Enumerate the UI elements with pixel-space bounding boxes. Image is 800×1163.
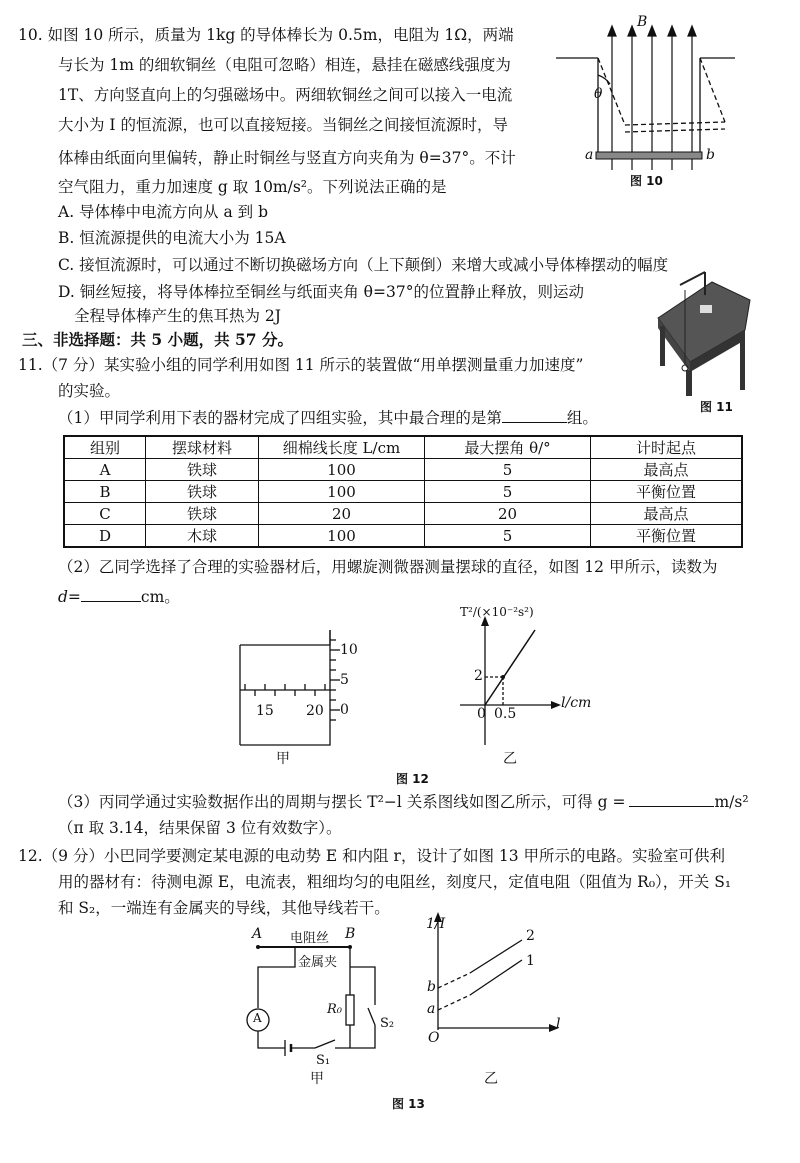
line-1-label: 1 [526, 953, 535, 969]
q10-line: 体棒由纸面向里偏转，静止时铜丝与竖直方向夹角为 θ=37°。不计 [58, 149, 516, 167]
ammeter-icon: A [253, 1011, 262, 1025]
table-cell: A [64, 459, 146, 481]
table-cell: 平衡位置 [591, 481, 743, 503]
fig13-label-A: A [252, 926, 263, 942]
table-cell: 最高点 [591, 503, 743, 525]
q10-line: 空气阻力，重力加速度 g 取 10m/s²。下列说法正确的是 [58, 178, 447, 196]
graph-x-tick: 0.5 [494, 706, 517, 722]
q12-line: 用的器材有：待测电源 E，电流表，粗细均匀的电阻丝，刻度尺，定值电阻（阻值为 R₀），开关 S₁ [58, 873, 732, 891]
table-cell: C [64, 503, 146, 525]
table-cell: 100 [259, 481, 425, 503]
q11-g-unit: m/s² [714, 793, 749, 811]
metal-clip-label: 金属夹 [298, 955, 338, 970]
fig10-caption: 图 10 [630, 174, 663, 188]
q12-line: 和 S₂，一端连有金属夹的导线，其他导线若干。 [58, 899, 390, 917]
table-cell: 平衡位置 [591, 525, 743, 548]
q10-line: 1T、方向竖直向上的匀强磁场中。两细软铜丝之间可以接入一电流 [58, 86, 513, 104]
q11-d-unit: cm。 [140, 588, 180, 606]
q10-option-d: D. 铜丝短接，将导体棒拉至铜丝与纸面夹角 θ=37°的位置静止释放，则运动 [58, 283, 584, 301]
q12-line: 12.（9 分）小巴同学要测定某电源的电动势 E 和内阻 r，设计了如图 13 甲所示的电路。实验室可供利 [18, 847, 726, 865]
table-cell: 5 [425, 481, 591, 503]
table-cell: B [64, 481, 146, 503]
s1-label: S₁ [316, 1053, 331, 1068]
q11-part2: （2）乙同学选择了合理的实验器材后，用螺旋测微器测量摆球的直径，如图 12 甲所示，读数为 [58, 558, 718, 576]
table-header: 计时起点 [591, 436, 743, 459]
q11-part3-text: （3）丙同学通过实验数据作出的周期与摆长 T²−l 关系图线如图乙所示，可得 g = [58, 793, 626, 811]
main-scale-tick-15: 15 [256, 703, 274, 719]
fig13-label-B: B [345, 926, 356, 942]
fig10-label-theta: θ [594, 86, 603, 102]
q11-part1-text: （1）甲同学利用下表的器材完成了四组实验，其中最合理的是第 [58, 409, 502, 427]
table-cell: 铁球 [146, 459, 259, 481]
table-cell: 100 [259, 459, 425, 481]
graph-x-axis-label: l [556, 1016, 561, 1032]
q10-line: 10. 如图 10 所示，质量为 1kg 的导体棒长为 0.5m，电阻为 1Ω，两端 [18, 26, 514, 44]
thimble-tick-0: 0 [340, 702, 349, 718]
s2-label: S₂ [380, 1016, 395, 1031]
thimble-tick-10: 10 [340, 642, 358, 658]
q11-line: 11.（7 分）某实验小组的同学利用如图 11 所示的装置做“用单摆测量重力加速度” [18, 356, 584, 374]
table-cell: 铁球 [146, 481, 259, 503]
graph-origin: 0 [477, 706, 486, 722]
q11-d-label: d= [58, 588, 81, 606]
table-cell: 5 [425, 525, 591, 548]
fig13-jia-label: 甲 [310, 1071, 324, 1087]
fig12-caption: 图 12 [396, 772, 429, 786]
q11-part1-suffix: 组。 [566, 409, 598, 427]
graph-y-tick: 2 [474, 668, 483, 684]
table-cell: 最高点 [591, 459, 743, 481]
graph-x-axis-label: l/cm [561, 695, 592, 711]
q10-line: 与长为 1m 的细软铜丝（电阻可忽略）相连，悬挂在磁感线强度为 [58, 56, 511, 74]
thimble-tick-5: 5 [340, 672, 349, 688]
main-scale-tick-20: 20 [306, 703, 324, 719]
intercept-a: a [427, 1001, 436, 1017]
fig13-yi-label: 乙 [484, 1071, 498, 1087]
q10-option-c: C. 接恒流源时，可以通过不断切换磁场方向（上下颠倒）来增大或减小导体棒摆动的幅度 [58, 256, 669, 274]
q11-line: 的实验。 [58, 382, 121, 400]
q10-option-d-cont: 全程导体棒产生的焦耳热为 2J [74, 307, 282, 325]
q10-option-a: A. 导体棒中电流方向从 a 到 b [58, 203, 268, 221]
table-header: 最大摆角 θ/° [425, 436, 591, 459]
table-cell: 5 [425, 459, 591, 481]
fig11-caption: 图 11 [700, 400, 733, 414]
fig13-caption: 图 13 [392, 1097, 425, 1111]
q10-option-b: B. 恒流源提供的电流大小为 15A [58, 229, 286, 247]
table-cell: 铁球 [146, 503, 259, 525]
intercept-b: b [427, 979, 436, 995]
graph-y-axis-label: T²/(×10⁻²s²) [460, 605, 534, 619]
graph-y-axis-label: 1/I [426, 916, 446, 932]
r0-label: R₀ [327, 1002, 342, 1017]
table-cell: 20 [259, 503, 425, 525]
table-cell: 100 [259, 525, 425, 548]
table-cell: D [64, 525, 146, 548]
line-2-label: 2 [526, 928, 535, 944]
fig12-jia-label: 甲 [276, 751, 290, 767]
table-header: 摆球材料 [146, 436, 259, 459]
q10-line: 大小为 I 的恒流源，也可以直接短接。当铜丝之间接恒流源时，导 [58, 116, 508, 134]
table-header: 细棉线长度 L/cm [259, 436, 425, 459]
fig12-yi-label: 乙 [503, 751, 517, 767]
table-cell: 木球 [146, 525, 259, 548]
fig10-label-b: b [706, 147, 715, 163]
resistance-wire-label: 电阻丝 [290, 931, 330, 946]
fig10-label-b-field: B [637, 14, 648, 30]
table-cell: 20 [425, 503, 591, 525]
section-heading: 三、非选择题：共 5 小题，共 57 分。 [22, 330, 293, 349]
fig10-label-a: a [585, 147, 594, 163]
graph-origin: O [428, 1030, 440, 1046]
q11-part3-note: （π 取 3.14，结果保留 3 位有效数字）。 [58, 819, 342, 837]
table-header: 组别 [64, 436, 146, 459]
